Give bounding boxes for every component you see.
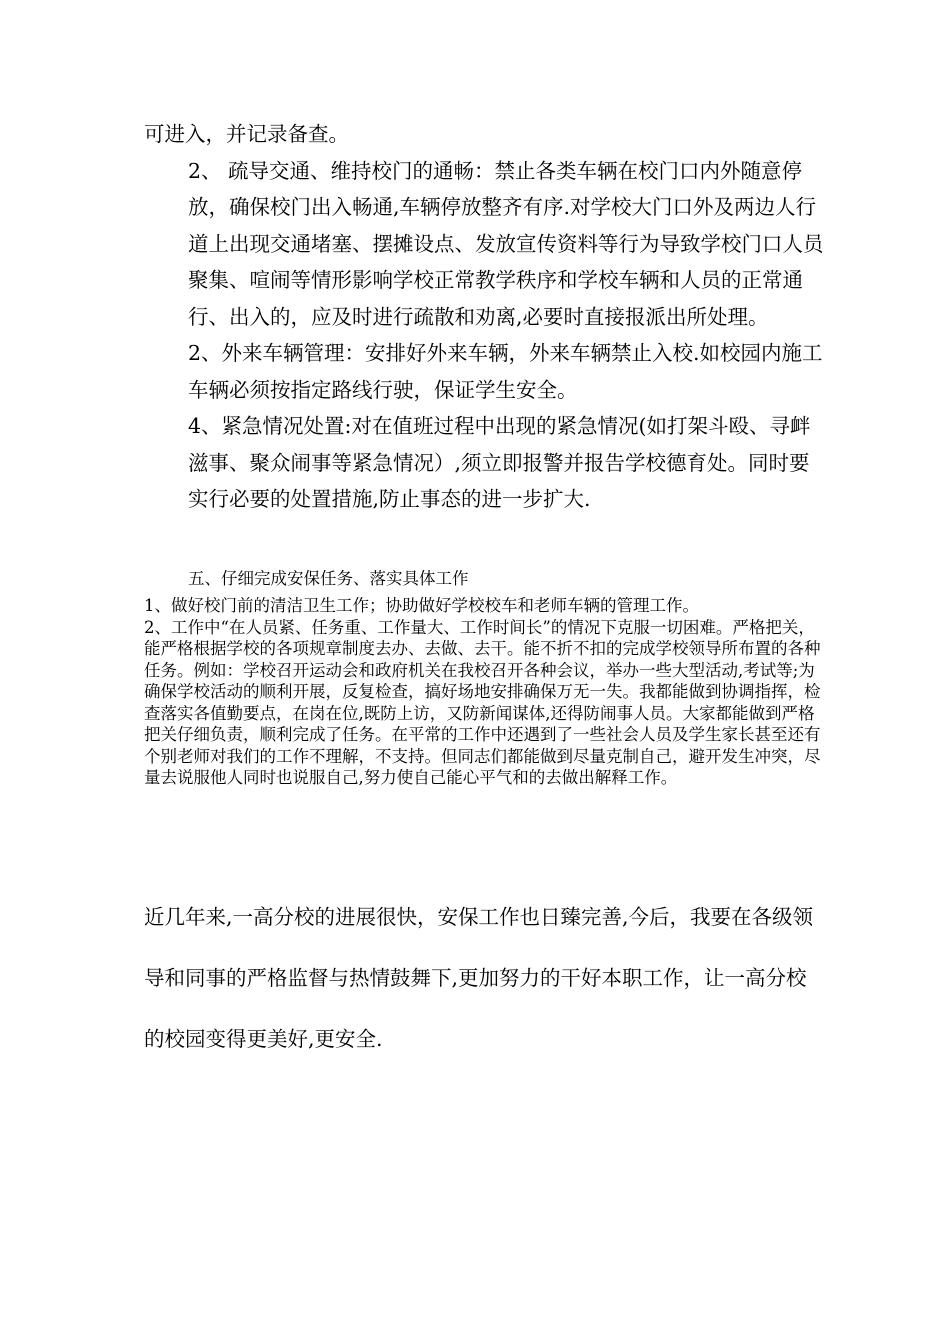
paragraph-vehicles: 2、外来车辆管理：安排好外来车辆，外来车辆禁止入校.如校园内施工车辆必须按指定路线行驶，保证学生安全。	[188, 341, 823, 402]
section-a	[144, 116, 824, 518]
paragraph-emergency: 4、紧急情况处置:对在值班过程中出现的紧急情况(如打架斗殴、寻衅滋事、聚众闹事等紧急情况）,须立即报警并报告学校德育处。同时要实行必要的处置措施,防止事态的进一步扩大.	[188, 414, 811, 511]
section-heading: 五、仔细完成安保任务、落实具体工作	[188, 569, 469, 588]
closing-paragraph: 近几年来,一高分校的进展很快，安保工作也日臻完善,今后，我要在各级领导和同事的严格监督与热情鼓舞下,更加努力的干好本职工作，让一高分校的校园变得更美好,更安全.	[144, 905, 814, 1051]
paragraph-traffic: 2、 疏导交通、维持校门的通畅：禁止各类车辆在校门口内外随意停放，确保校门出入畅通,车辆停放整齐有序.对学校大门口外及两边人行道上出现交通堵塞、摆摊设点、发放宣传资料等行为导致学校门口人员聚集、喧闹等情形影响学校正常教学秩序和学校车辆和人员的正常通行、出入的，应及时进行疏散和劝离,必要时直接报派出所处理。	[188, 158, 824, 329]
paragraph-continuation: 可进入，并记录备查。	[144, 122, 349, 146]
list-item-work: 2、工作中“在人员紧、任务重、工作量大、工作时间长”的情况下克服一切困难。严格把关，能严格根据学校的各项规章制度去办、去做、去干。能不折不扣的完成学校领导所布置的各种任务。例如：学校召开运动会和政府机关在我校召开各种会议，举办一些大型活动,考试等;为确保学校活动的顺利开展，反复检查，搞好场地安排确保万无一失。我都能做到协调指挥，检查落实各值勤要点，在岗在位,既防上访，又防新闻谋体,还得防闹事人员。大家都能做到严格把关仔细负责，顺利完成了任务。在平常的工作中还遇到了一些社会人员及学生家长甚至还有个别老师对我们的工作不理解，不支持。但同志们都能做到尽量克制自己，避开发生冲突，尽量去说服他人同时也说服自己,努力使自己能心平气和的去做出解释工作。	[144, 617, 821, 787]
section-b	[144, 595, 824, 789]
list-item-cleaning: 1、做好校门前的清洁卫生工作；协助做好学校校车和老师车辆的管理工作。	[144, 596, 699, 615]
closing-section	[144, 887, 824, 1070]
